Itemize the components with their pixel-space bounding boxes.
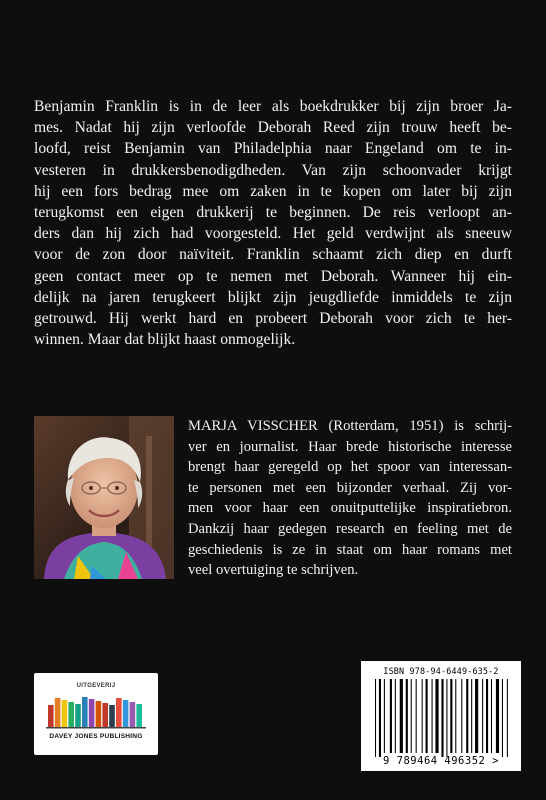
blurb-line: winnen. Maar dat blijkt haast onmogelijk.: [34, 331, 296, 349]
barcode-bar: [455, 679, 456, 753]
publisher-logo: [34, 673, 158, 755]
barcode-bar: [507, 679, 508, 757]
bio-line: brengt haar geregeld op het spoor van interessan-: [188, 459, 512, 476]
barcode-bar: [471, 679, 472, 753]
barcode-bar: [416, 679, 417, 753]
barcode-bar: [450, 679, 452, 753]
barcode-bar: [461, 679, 462, 753]
barcode-bar: [390, 679, 392, 753]
author-portrait-image: [34, 416, 174, 579]
barcode-bar: [400, 679, 403, 753]
isbn-barcode: [361, 661, 521, 771]
barcode-bar: [502, 679, 503, 757]
barcode-bar: [379, 679, 381, 757]
barcode-bar: [432, 679, 433, 753]
book-spine: [96, 701, 102, 727]
blurb-line: terugkomst een eigen drukkerij te beginnen. De reis verloopt an-: [34, 204, 512, 222]
author-bio: [188, 416, 512, 581]
barcode-bar: [406, 679, 408, 753]
blurb-line: vesteren in drukkersbenodigdheden. Van zijn schoonvader krijgt: [34, 161, 512, 179]
books-shelf-icon: [34, 673, 158, 755]
book-spine: [102, 703, 108, 727]
bio-line: veel overtuiging te schrijven.: [188, 562, 359, 579]
barcode-bar: [486, 679, 488, 753]
bio-line: geschiedenis is ze in staat om haar romans met: [188, 541, 512, 558]
book-spine: [82, 697, 88, 727]
isbn-label: ISBN 978-94-6449-635-2: [383, 666, 499, 676]
barcode-bar: [475, 679, 478, 753]
barcode-bar: [491, 679, 492, 753]
barcode-bar: [384, 679, 385, 753]
barcode-bar: [446, 679, 447, 757]
book-spine: [48, 705, 54, 727]
author-photo: [34, 416, 174, 579]
book-spine: [68, 702, 74, 727]
bio-line: te personen met een bijzonder verhaal. Zij vor-: [188, 479, 512, 496]
barcode-bar: [422, 679, 423, 753]
book-spine: [116, 698, 122, 727]
barcode-bar: [441, 679, 443, 757]
bio-line: men voor haar een onuitputtelijke inspiratiebron.: [188, 500, 512, 517]
blurb-line: ders dan hij zich had voorgesteld. Het geld verdwijnt als sneeuw: [34, 225, 512, 243]
book-spine: [130, 702, 136, 727]
barcode-bar: [435, 679, 438, 753]
book-spine: [136, 704, 142, 727]
book-spine: [109, 705, 115, 727]
publisher-name: DAVEY JONES PUBLISHING: [49, 733, 143, 740]
book-spine: [62, 700, 68, 727]
book-spine: [89, 699, 95, 727]
book-spine: [55, 698, 61, 727]
bio-line: ver en journalist. Haar brede historische interesse: [188, 438, 512, 455]
bio-line: Dankzij haar gedegen research en feeling met de: [188, 520, 512, 537]
isbn-number: 9 789464 496352 >: [383, 755, 499, 767]
blurb-line: loofd, reist Benjamin van Philadelphia naar Engeland om te in-: [34, 140, 512, 158]
barcode-bar: [411, 679, 412, 753]
blurb-line: getrouwd. Hij werkt hard en probeert Deborah voor zich te her-: [34, 310, 512, 328]
barcode-bar: [496, 679, 499, 753]
back-cover-blurb: [34, 96, 512, 350]
barcode-bar: [375, 679, 376, 757]
blurb-line: delijk na jaren terugkeert blijkt zijn jeugdliefde inmiddels te zijn: [34, 288, 512, 306]
blurb-line: hij een fors bedrag mee om zaken in te kopen om later bij zijn: [34, 182, 512, 200]
blurb-line: geen contact meer op te nemen met Deborah. Wanneer hij ein-: [34, 267, 512, 285]
book-spine: [75, 704, 81, 727]
shelf-line: [46, 727, 146, 729]
barcode-bar: [395, 679, 396, 753]
book-spine: [123, 700, 129, 727]
bio-line: MARJA VISSCHER (Rotterdam, 1951) is schrij-: [188, 418, 512, 434]
blurb-line: Benjamin Franklin is in de leer als boekdrukker bij zijn broer Ja-: [34, 98, 512, 115]
barcode-bar: [426, 679, 428, 753]
barcode-bar: [466, 679, 468, 753]
publisher-top-label: UITGEVERIJ: [76, 683, 116, 689]
blurb-line: voor de zon door naïviteit. Franklin schaamt zich diep en durft: [34, 246, 512, 264]
blurb-line: mes. Nadat hij zijn verloofde Deborah Reed zijn trouw heeft be-: [34, 119, 512, 137]
barcode-bar: [482, 679, 483, 753]
